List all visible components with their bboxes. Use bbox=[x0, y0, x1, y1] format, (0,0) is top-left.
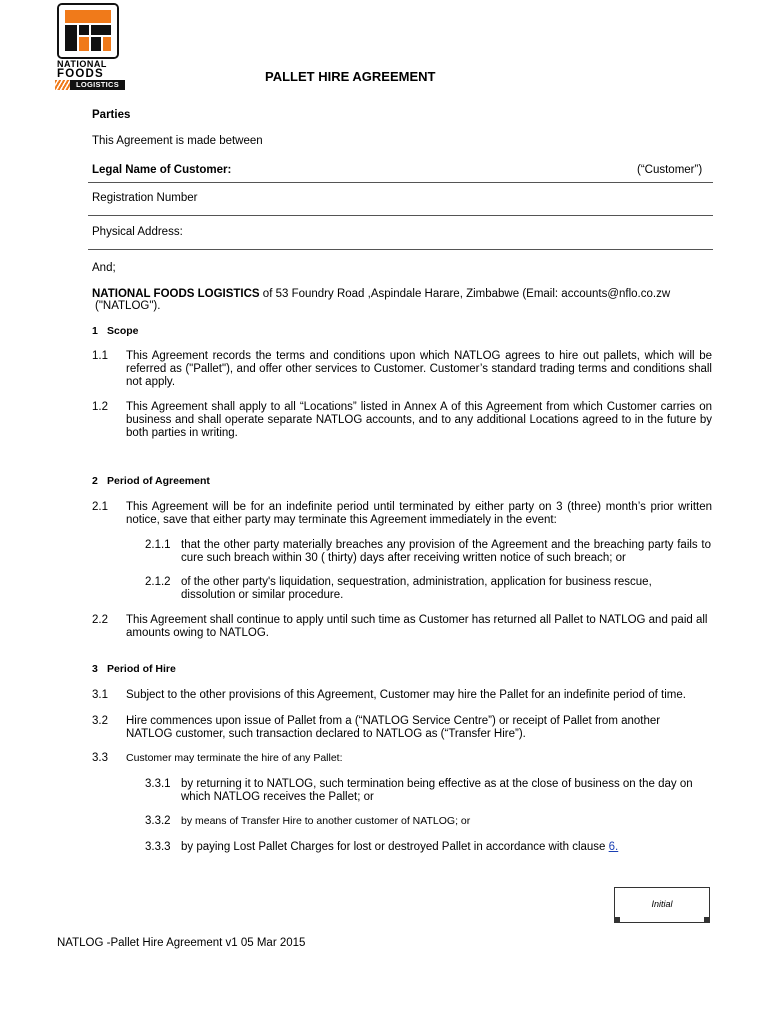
divider-address bbox=[88, 249, 713, 250]
natlog-party bbox=[92, 288, 670, 301]
divider-registration bbox=[88, 215, 713, 216]
address-label: Physical Address: bbox=[92, 226, 183, 238]
clause-6-link[interactable]: 6. bbox=[608, 841, 619, 853]
registration-label: Registration Number bbox=[92, 192, 198, 204]
clause-3-1-text: Subject to the other provisions of this Agreement, Customer may hire the Pallet for an indefinite period of time. bbox=[126, 689, 686, 701]
clause-3-3-2-number: 3.3.2 bbox=[145, 815, 171, 827]
section-3-number: 3 bbox=[92, 663, 98, 675]
clause-1-1-text bbox=[126, 350, 712, 388]
logo-stripes-icon bbox=[55, 80, 71, 90]
logo-logistics-strip bbox=[55, 80, 125, 90]
parties-heading: Parties bbox=[92, 109, 131, 121]
clause-3-3-3-number: 3.3.3 bbox=[145, 841, 171, 853]
clause-3-2-text: Hire commences upon issue of Pallet from a (“NATLOG Service Centre”) or receipt of Pallet from another NATLOG customer, such transaction declared to NATLOG as (“Transfer Hire”). bbox=[126, 715, 661, 740]
and-text: And; bbox=[92, 262, 116, 274]
clause-2-1-2-number: 2.1.2 bbox=[145, 576, 171, 588]
section-1-number: 1 bbox=[92, 325, 98, 337]
logo-text-national: NATIONAL bbox=[57, 59, 107, 69]
clause-1-2-number: 1.2 bbox=[92, 401, 108, 413]
clause-1-2-text: This Agreement shall apply to all “Locations” listed in Annex A of this Agreement from which Customer carries on business and shall operate separate NATLOG accounts, and to any additional Locations agreed to in the future by both parties in writing. bbox=[126, 401, 712, 439]
initial-corner-left-icon bbox=[614, 917, 620, 923]
clause-2-1-1-number: 2.1.1 bbox=[145, 539, 171, 551]
section-1-heading: Scope bbox=[107, 325, 139, 337]
section-3-heading: Period of Hire bbox=[107, 663, 176, 675]
initial-corner-right-icon bbox=[704, 917, 710, 923]
clause-3-3-3-body: by paying Lost Pallet Charges for lost or destroyed Pallet in accordance with clause bbox=[181, 841, 609, 853]
clause-3-1-number: 3.1 bbox=[92, 689, 108, 701]
logo-text-logistics: LOGISTICS bbox=[70, 80, 125, 90]
clause-1-1-body: This Agreement records the terms and conditions upon which NATLOG agrees to hire out pallets, which will be referred as ("Pallet"), and offer other services to Customer. Customer’s standard trading terms and conditions shall not apply. bbox=[126, 350, 712, 388]
logo-text-foods: FOODS bbox=[57, 68, 104, 80]
customer-name-label: Legal Name of Customer: bbox=[92, 164, 232, 176]
section-2-heading: Period of Agreement bbox=[107, 475, 210, 487]
document-title: PALLET HIRE AGREEMENT bbox=[265, 69, 436, 84]
natlog-name: NATIONAL FOODS LOGISTICS bbox=[92, 288, 260, 300]
clause-2-1-text: This Agreement will be for an indefinite period until terminated by either party on 3 (three) month’s prior written notice, save that either party may terminate this Agreement immediately in the event: bbox=[126, 501, 712, 526]
clause-3-3-3-text bbox=[181, 841, 618, 854]
clause-3-3-2-text: by means of Transfer Hire to another customer of NATLOG; or bbox=[181, 815, 471, 827]
initial-box[interactable] bbox=[614, 887, 710, 923]
clause-2-1-number: 2.1 bbox=[92, 501, 108, 513]
natlog-short: ("NATLOG"). bbox=[95, 300, 161, 312]
divider-customer bbox=[88, 182, 713, 183]
page-footer: NATLOG -Pallet Hire Agreement v1 05 Mar 2015 bbox=[57, 937, 306, 949]
clause-2-2-number: 2.2 bbox=[92, 614, 108, 626]
clause-2-1-2-text: of the other party's liquidation, sequestration, administration, application for business rescue, dissolution or similar procedure. bbox=[181, 576, 652, 601]
clause-3-3-text: Customer may terminate the hire of any Pallet: bbox=[126, 752, 343, 764]
natlog-address: of 53 Foundry Road ,Aspindale Harare, Zimbabwe (Email: accounts@nflo.co.zw bbox=[259, 288, 671, 300]
clause-3-3-1-number: 3.3.1 bbox=[145, 778, 171, 790]
logo-mark-icon bbox=[59, 5, 117, 57]
clause-3-2-number: 3.2 bbox=[92, 715, 108, 727]
clause-1-1-number: 1.1 bbox=[92, 350, 108, 362]
clause-3-3-1-text: by returning it to NATLOG, such termination being effective as at the close of business on the day on which NATLOG receives the Pallet; or bbox=[181, 778, 693, 803]
clause-2-2-text: This Agreement shall continue to apply until such time as Customer has returned all Pallet to NATLOG and paid all amounts owing to NATLOG. bbox=[126, 614, 708, 639]
parties-intro: This Agreement is made between bbox=[92, 135, 263, 147]
company-logo bbox=[57, 3, 119, 59]
clause-2-1-1-text: that the other party materially breaches any provision of the Agreement and the breaching party fails to cure such breach within 30 ( thirty) days after receiving written notice of such breach; or bbox=[181, 539, 711, 564]
clause-3-3-number: 3.3 bbox=[92, 752, 108, 764]
customer-suffix: (“Customer”) bbox=[637, 164, 703, 176]
section-2-number: 2 bbox=[92, 475, 98, 487]
initial-label: Initial bbox=[651, 899, 673, 909]
